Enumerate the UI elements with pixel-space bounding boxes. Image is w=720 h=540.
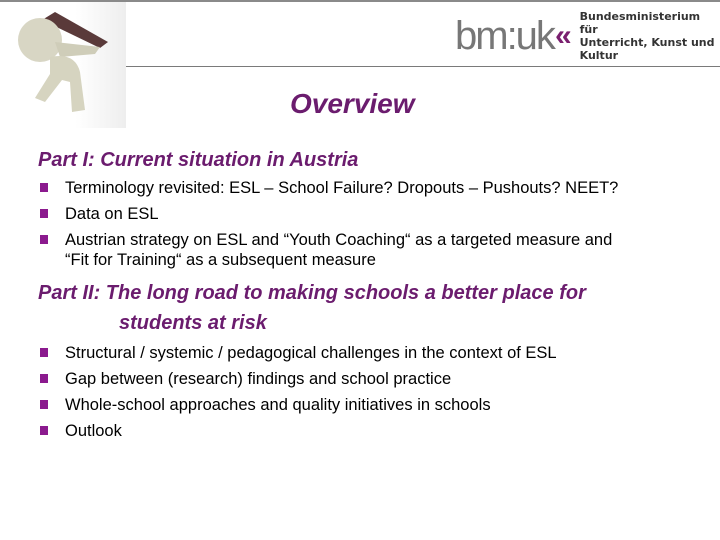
part-2-list	[40, 340, 557, 444]
part-1-list	[40, 175, 618, 271]
item-text: Whole-school approaches and quality initiatives in schools	[65, 396, 491, 414]
list-item	[40, 418, 557, 444]
logo-line-1: Bundesministerium für	[579, 10, 701, 36]
item-text: Structural / systemic / pedagogical challenges in the context of ESL	[65, 344, 557, 362]
part-2-heading-line-2: students at risk	[119, 312, 267, 334]
list-item	[40, 175, 618, 201]
list-item	[40, 340, 557, 366]
logo-line-2: Unterricht, Kunst und Kultur	[579, 36, 715, 62]
item-text: Austrian strategy on ESL and “Youth Coaching“ as a targeted measure and	[65, 231, 613, 249]
list-item	[40, 201, 618, 227]
part-2-heading-line-1: Part II: The long road to making schools a better place for	[38, 282, 586, 304]
part-1-heading: Part I: Current situation in Austria	[38, 149, 359, 171]
item-text: Data on ESL	[65, 205, 159, 223]
part-2-heading	[38, 278, 586, 338]
slide-title: Overview	[290, 88, 415, 119]
list-item	[40, 227, 618, 271]
item-text: Gap between (research) findings and school practice	[65, 370, 452, 388]
list-item	[40, 392, 557, 418]
header-divider	[126, 66, 720, 67]
logo-chevron-icon: «	[554, 19, 572, 52]
item-text: Outlook	[65, 422, 122, 440]
list-item	[40, 366, 557, 392]
figure-carrying-book-image	[0, 2, 126, 128]
item-text-cont: “Fit for Training“ as a subsequent measure	[65, 251, 376, 269]
logo-mark: bm:uk	[455, 14, 554, 58]
item-text: Terminology revisited: ESL – School Failure? Dropouts – Pushouts? NEET?	[65, 179, 619, 197]
bmuk-logo	[455, 10, 720, 62]
